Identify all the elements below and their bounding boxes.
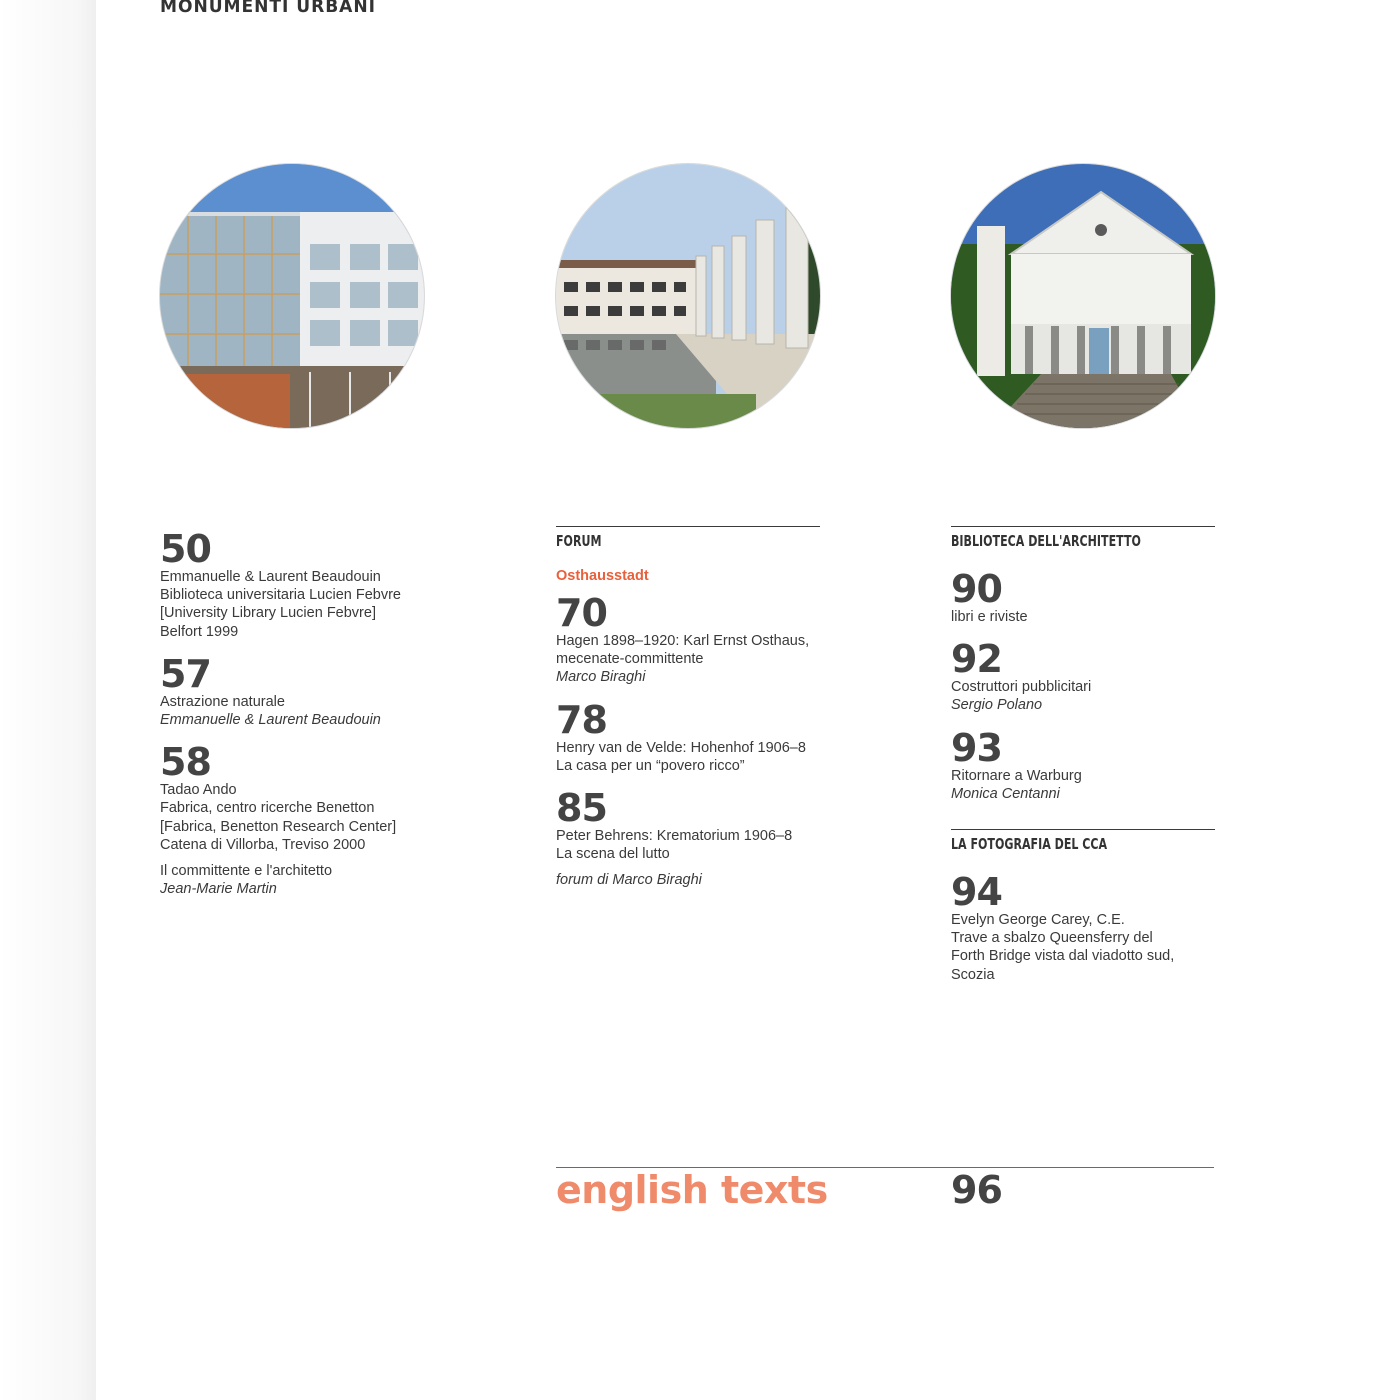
entry-line: Scozia <box>951 966 995 983</box>
entry-author: Emmanuelle & Laurent Beaudouin <box>160 712 381 729</box>
toc-entry-92[interactable] <box>951 637 1215 714</box>
entry-line: Belfort 1999 <box>160 623 239 640</box>
section-label-forum: FORUM <box>556 532 602 550</box>
entry-line: La scena del lutto <box>556 846 670 863</box>
entry-line: Ritornare a Warburg <box>951 767 1082 784</box>
entry-line: Emmanuelle & Laurent Beaudouin <box>160 569 381 585</box>
entry-line: [Fabrica, Benetton Research Center] <box>160 818 397 835</box>
page-number: 50 <box>160 527 211 571</box>
entry-line: La casa per un “povero ricco” <box>556 757 745 774</box>
page-number: 94 <box>951 870 1002 915</box>
forum-credit-wrap <box>556 871 820 889</box>
entry-line: Henry van de Velde: Hohenhof 1906–8 <box>556 739 806 756</box>
toc-entry-85[interactable] <box>556 786 820 890</box>
column-forum <box>556 526 820 904</box>
section-rule <box>951 829 1215 830</box>
english-texts-page-number: 96 <box>951 1168 1002 1212</box>
page-number: 90 <box>951 567 1002 611</box>
english-texts-label[interactable]: english texts <box>556 1168 828 1212</box>
entry-line: Catena di Villorba, Treviso 2000 <box>160 836 366 853</box>
toc-entry-70[interactable] <box>556 591 820 687</box>
note-line: Il committente e l'architetto <box>160 863 333 880</box>
section-label-biblioteca: BIBLIOTECA DELL'ARCHITETTO <box>951 532 1141 550</box>
entry-line: libri e riviste <box>951 609 1028 625</box>
entry-line: Peter Behrens: Krematorium 1906–8 <box>556 828 793 845</box>
entry-line: Costruttori pubblicitari <box>951 679 1092 696</box>
forum-subtitle: Osthausstadt <box>556 568 649 584</box>
page-number: 78 <box>556 697 607 742</box>
note-author: Jean-Marie Martin <box>160 881 277 898</box>
entry-line: Trave a sbalzo Queensferry del <box>951 930 1153 947</box>
toc-entry-93[interactable] <box>951 725 1215 803</box>
toc-entry-58[interactable] <box>160 740 424 898</box>
page-edge <box>0 0 96 1400</box>
column-biblioteca <box>951 526 1215 998</box>
entry-author: Marco Biraghi <box>556 669 646 686</box>
page-number: 58 <box>160 740 211 785</box>
toc-entry-94[interactable] <box>951 870 1215 984</box>
page-number: 93 <box>951 725 1002 770</box>
page-number: 57 <box>160 651 211 696</box>
page-number: 85 <box>556 786 607 831</box>
page-number: 70 <box>556 591 607 635</box>
entry-line: Biblioteca universitaria Lucien Febvre <box>160 587 401 604</box>
entry-note <box>160 862 424 898</box>
entry-line: [University Library Lucien Febvre] <box>160 605 376 622</box>
entry-line: mecenate-committente <box>556 651 704 668</box>
toc-entry-50[interactable] <box>160 527 424 641</box>
entry-author: Sergio Polano <box>951 697 1043 714</box>
forum-credit: forum di Marco Biraghi <box>556 872 702 889</box>
entry-line: Evelyn George Carey, C.E. <box>951 912 1125 929</box>
toc-entry-78[interactable] <box>556 697 820 775</box>
entry-line: Fabrica, centro ricerche Benetton <box>160 800 375 817</box>
toc-entry-90[interactable] <box>951 567 1215 626</box>
photo-colonnade-pool <box>556 164 820 428</box>
entry-line: Tadao Ando <box>160 782 237 799</box>
toc-entry-57[interactable] <box>160 651 424 729</box>
entry-line: Forth Bridge vista dal viadotto sud, <box>951 948 1175 965</box>
photo-library-building <box>160 164 424 428</box>
entry-line: Astrazione naturale <box>160 693 285 710</box>
section-header-title: MONUMENTI URBANI <box>160 0 376 17</box>
section-rule <box>951 526 1215 527</box>
entry-author: Monica Centanni <box>951 785 1060 802</box>
photo-krematorium <box>951 164 1215 428</box>
section-rule <box>556 526 820 527</box>
section-label-fotografia: LA FOTOGRAFIA DEL CCA <box>951 835 1108 854</box>
entry-line: Hagen 1898–1920: Karl Ernst Osthaus, <box>556 633 810 649</box>
page-number: 92 <box>951 637 1002 682</box>
column-monumenti-urbani <box>160 527 424 912</box>
